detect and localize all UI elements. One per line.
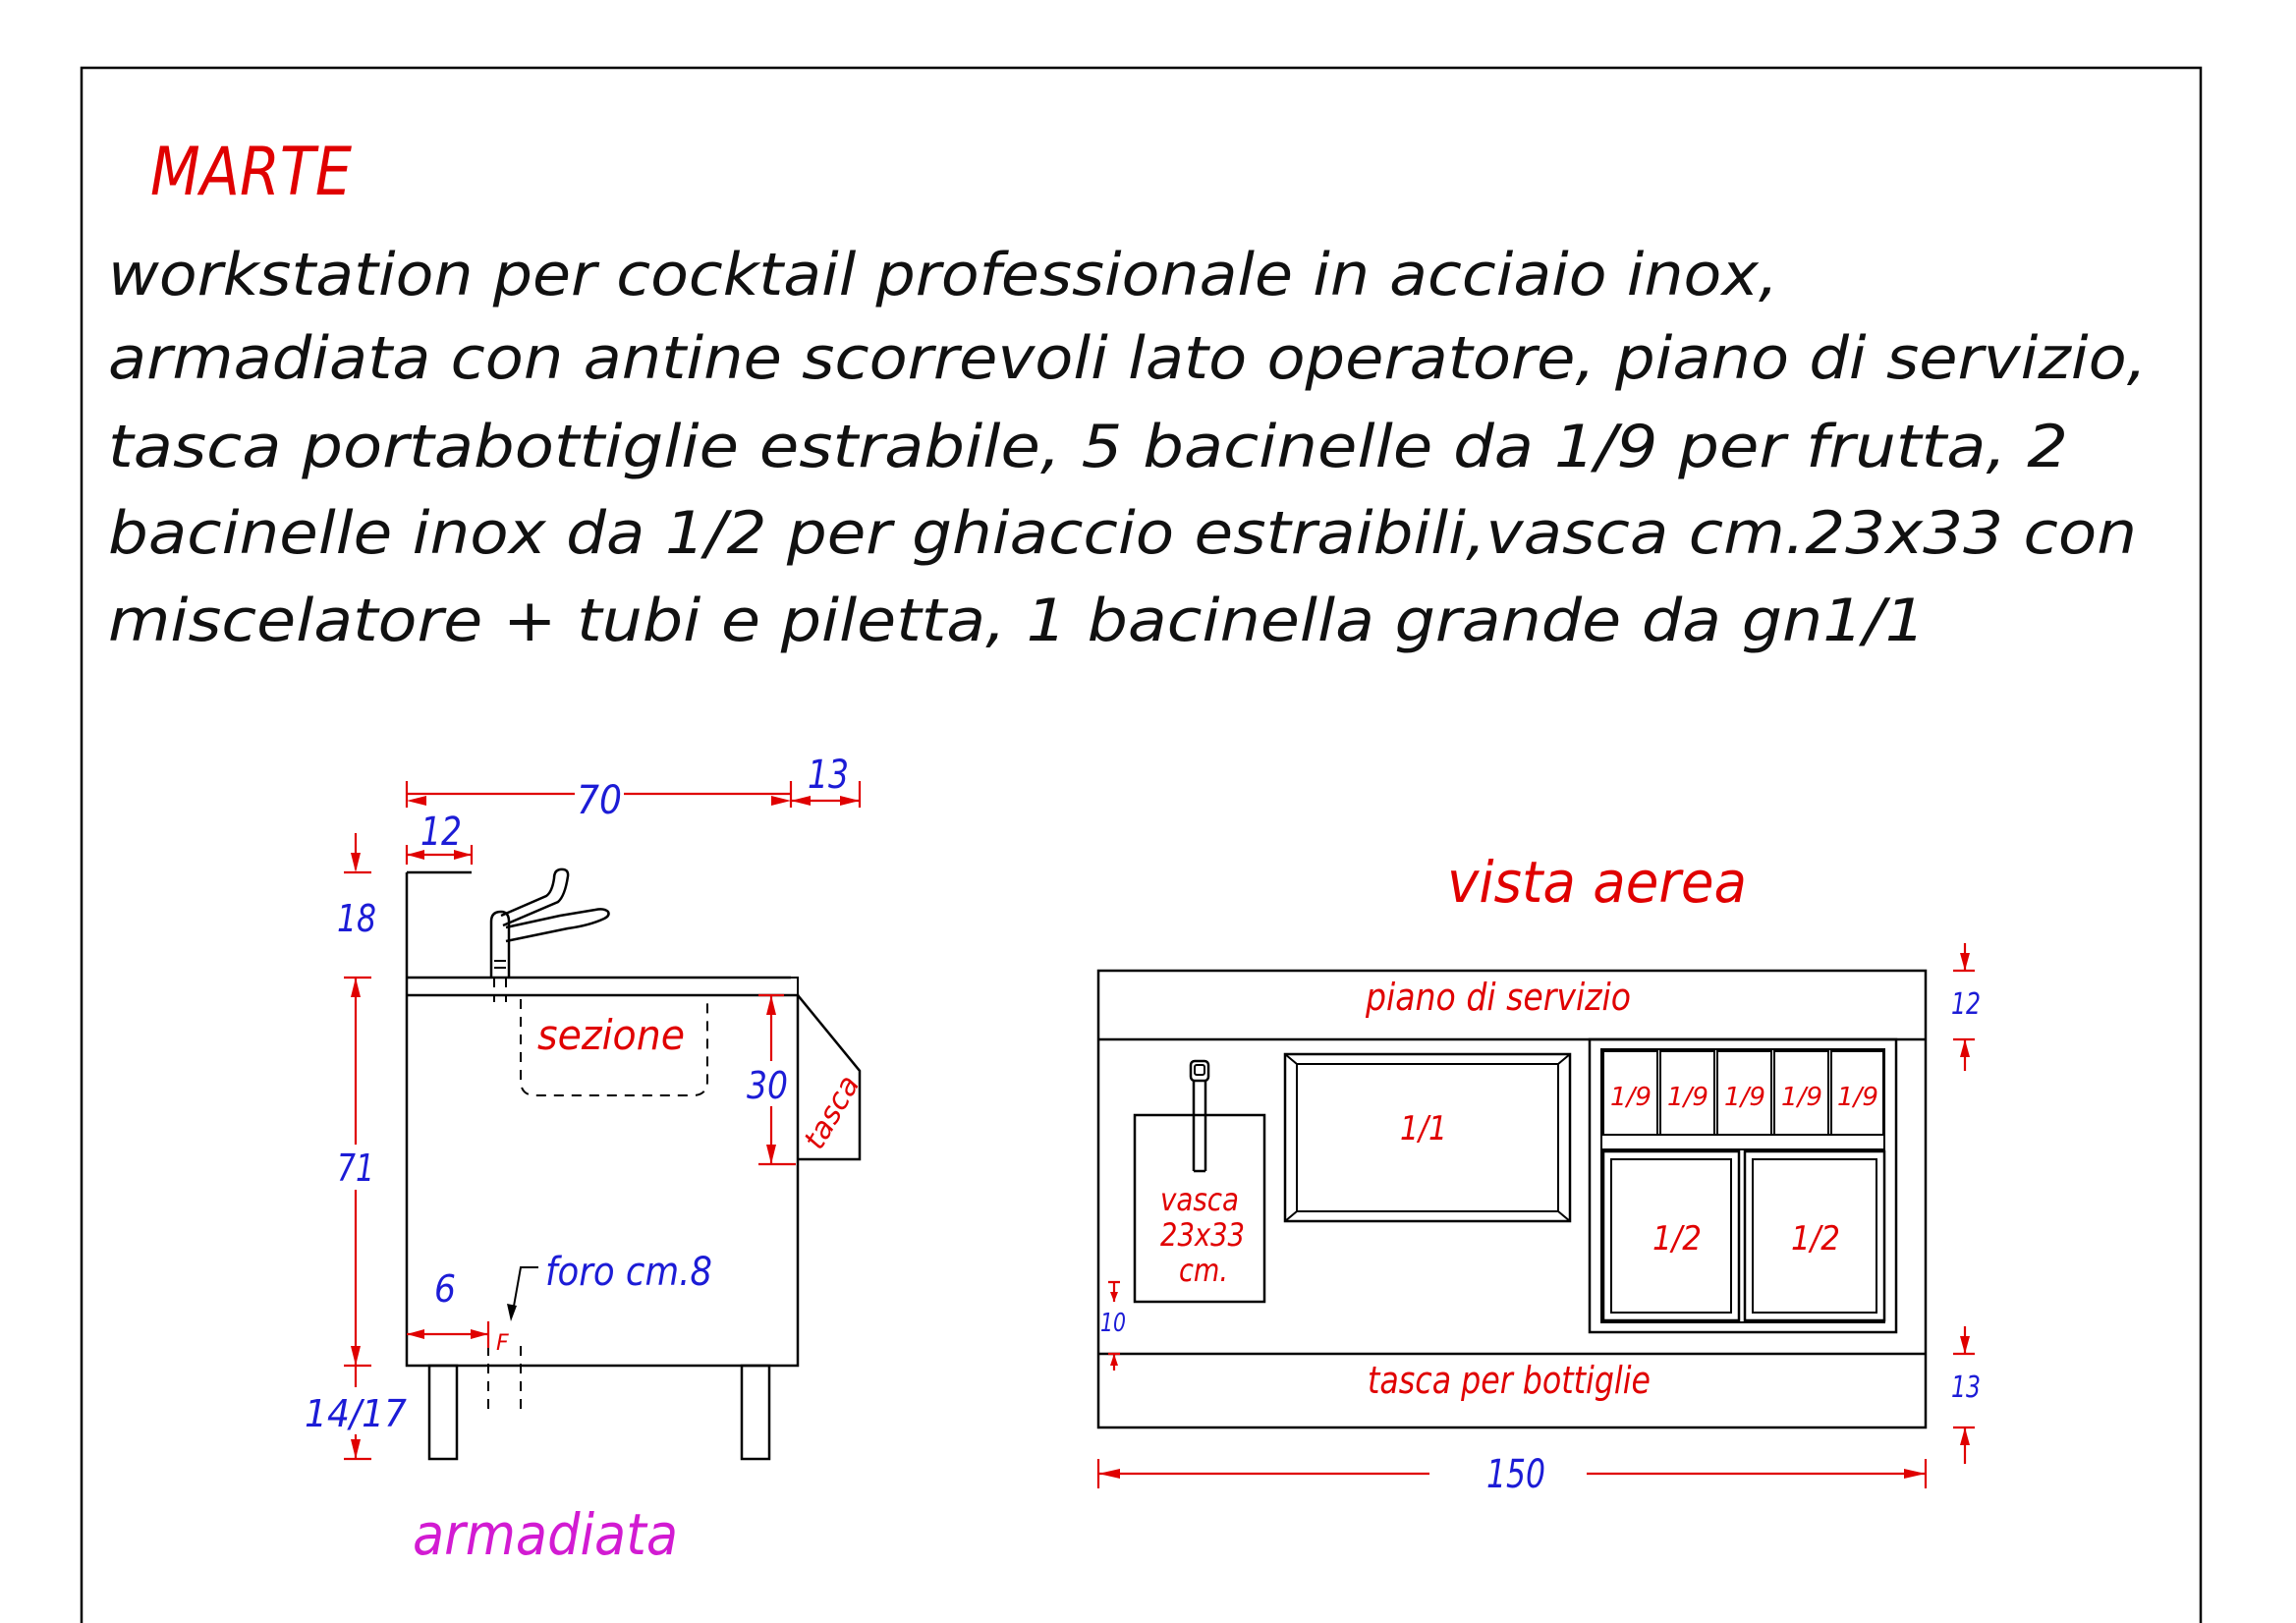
- splashback: [407, 872, 791, 995]
- half-pan-label: 1/2: [1791, 1219, 1840, 1259]
- small-pan-label: 1/9: [1610, 1083, 1652, 1112]
- dim-pocket-depth: 13: [1951, 1371, 1981, 1405]
- pan-frame-rail: [1601, 1135, 1884, 1149]
- dim-splashback-height: 18: [337, 897, 376, 940]
- sink-label-line: vasca: [1160, 1181, 1239, 1218]
- service-top-label: piano di servizio: [1365, 976, 1631, 1019]
- section-label: sezione: [537, 1011, 685, 1059]
- dim-service-top-depth: 12: [1951, 987, 1981, 1022]
- top-view-caption: vista aerea: [1447, 849, 1747, 916]
- hole-marker: F: [496, 1331, 509, 1356]
- description-line: tasca portabottiglie estrabile, 5 bacinelle da 1/9 per frutta, 2: [108, 413, 2068, 481]
- dim-hole-offset: 6: [434, 1267, 456, 1311]
- large-pan-label: 1/1: [1400, 1109, 1447, 1148]
- side-view-drawing: [303, 753, 867, 1568]
- sink-label-line: 23x33: [1160, 1216, 1245, 1254]
- leg: [429, 1366, 457, 1459]
- leg: [742, 1366, 769, 1459]
- small-pan-label: 1/9: [1781, 1083, 1822, 1112]
- dim-sink-depth: 30: [747, 1064, 788, 1107]
- sink-label-line: cm.: [1179, 1252, 1228, 1289]
- dim-width: 150: [1486, 1452, 1545, 1497]
- small-pan-label: 1/9: [1667, 1083, 1708, 1112]
- hole-leader: [513, 1267, 538, 1312]
- dim-splashback-depth: 12: [420, 810, 462, 855]
- description-line: workstation per cocktail professionale in acciaio inox,: [108, 241, 1778, 309]
- small-pan-label: 1/9: [1724, 1083, 1765, 1112]
- worktop-edge: [791, 978, 798, 995]
- product-description: [108, 241, 2147, 655]
- dim-pocket-depth: 13: [808, 753, 849, 798]
- product-title: MARTE: [150, 134, 353, 211]
- half-pans: [1603, 1151, 1884, 1320]
- top-view-drawing: [1098, 849, 1981, 1497]
- small-pans: [1603, 1051, 1883, 1135]
- small-pan-label: 1/9: [1837, 1083, 1878, 1112]
- half-pan-label: 1/2: [1652, 1219, 1702, 1259]
- drain-hole-outline: [488, 1346, 521, 1415]
- dim-line-depth: [407, 781, 860, 808]
- dim-sink-offset: 10: [1100, 1309, 1126, 1338]
- description-line: miscelatore + tubi e piletta, 1 bacinella grande da gn1/1: [108, 587, 1926, 655]
- description-line: armadiata con antine scorrevoli lato operatore, piano di servizio,: [108, 324, 2147, 393]
- dim-depth: 70: [577, 778, 622, 823]
- bottle-pocket-label: tasca per bottiglie: [1368, 1359, 1651, 1402]
- faucet-icon: [491, 869, 609, 1002]
- side-view-caption: armadiata: [413, 1501, 678, 1568]
- pocket-label: tasca: [797, 1069, 868, 1155]
- dim-feet-height: 14/17: [305, 1392, 407, 1435]
- dim-cabinet-height: 71: [337, 1147, 374, 1190]
- description-line: bacinelle inox da 1/2 per ghiaccio estraibili,vasca cm.23x33 con: [108, 499, 2137, 568]
- hole-label: foro cm.8: [545, 1250, 712, 1295]
